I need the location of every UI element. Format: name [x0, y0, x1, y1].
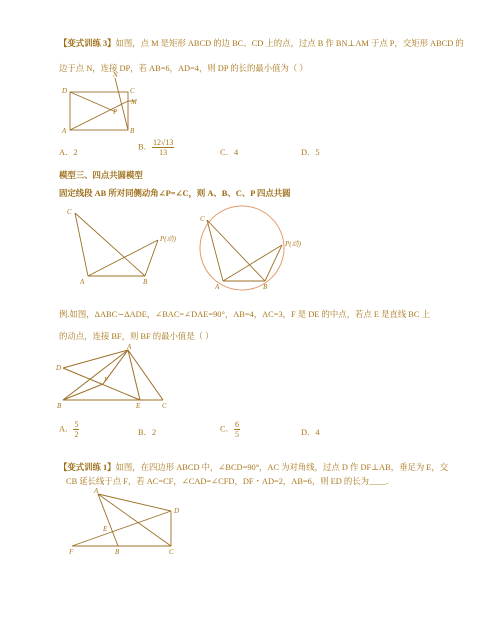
label-f-q2: F	[69, 548, 74, 556]
option-b[interactable]	[138, 138, 174, 157]
question-body: 如图，点 M 是矩形 ABCD 的边 BC、CD 上的点，过点 B 作 BN⊥AM 于点 P，交矩形 ABCD 的	[115, 39, 464, 48]
section-subtitle: 固定线段 AB 所对同侧动角∠P=∠C，则 A、B、C、P 四点共圆	[59, 189, 291, 198]
option-a[interactable]: A．2	[59, 148, 78, 157]
segment-ca2	[207, 220, 223, 281]
segment-ba	[63, 350, 128, 400]
example-text-line-2: 的动点，连接 BF，则 BF 的最小值是（ ）	[59, 332, 214, 341]
question2-text-line-1	[59, 462, 448, 473]
example-option-b[interactable]: B．2	[138, 428, 157, 437]
circumcircle	[200, 206, 284, 290]
segment-cb	[75, 213, 145, 276]
question2-body-2: CB 延长线于点 F，若 AC=CF，∠CAD=∠CFD，DF・AD=2，AB=6，则 ED 的长为	[66, 477, 370, 486]
label-e-ex: E	[136, 402, 141, 410]
label-c-right: C	[200, 215, 205, 223]
label-e-q2: E	[103, 525, 108, 533]
segment-ad	[98, 494, 171, 511]
question2-body: 如图，在四边形 ABCD 中，∠BCD=90°，AC 为对角线，过点 D 作 DF⊥AB，垂足为 E，交	[115, 463, 449, 472]
segment-ad	[63, 350, 128, 368]
segment-am	[70, 101, 128, 130]
label-n: N	[113, 71, 118, 79]
option-d[interactable]: D．5	[301, 148, 320, 157]
question2-text-line-2	[66, 476, 394, 487]
label-b-q2: B	[115, 548, 120, 556]
label-c: C	[130, 87, 135, 95]
figure-four-points-circle	[200, 206, 284, 290]
option-b-fraction: $\frac{12√13}{13}$	[152, 138, 174, 157]
example-option-d[interactable]: D．4	[301, 428, 320, 437]
label-m: M	[131, 98, 137, 106]
example-option-c-prefix: C．	[220, 424, 234, 434]
figure-rectangle	[70, 78, 135, 130]
segment-bf	[63, 384, 103, 400]
label-b-left: B	[143, 278, 148, 286]
label-d-q2: D	[174, 507, 180, 515]
answer-blank[interactable]: ____．	[369, 477, 395, 486]
rectangle-abcd	[70, 92, 128, 130]
example-option-a[interactable]	[59, 420, 79, 439]
figure-example	[63, 350, 163, 400]
segment-ae	[128, 350, 140, 400]
label-d: D	[62, 87, 68, 95]
question2-tag: 【变式训练 1】	[59, 463, 116, 472]
label-a-left: A	[80, 278, 85, 286]
label-b: B	[130, 127, 135, 135]
label-p-left: P(动)	[160, 235, 176, 243]
segment-ac	[98, 494, 171, 546]
label-d-ex: D	[56, 364, 62, 372]
label-a-right: A	[215, 283, 220, 291]
label-a-q2: A	[94, 487, 99, 495]
segment-cb2	[207, 220, 265, 281]
segment-ap	[88, 240, 158, 276]
label-b-ex: B	[57, 402, 62, 410]
figure-quadrilateral	[72, 494, 171, 546]
label-c-q2: C	[169, 548, 174, 556]
figure-four-points-left	[75, 213, 158, 276]
segment-dp	[70, 92, 116, 112]
segment-ab	[98, 494, 118, 546]
option-b-prefix: B．	[138, 142, 152, 152]
example-option-c-fraction: $\frac{6}{5}$	[234, 420, 239, 439]
example-option-a-fraction: $\frac{5}{2}$	[74, 420, 79, 439]
segment-fd	[72, 511, 171, 546]
segment-ac	[128, 350, 163, 400]
example-option-a-prefix: A．	[59, 424, 74, 434]
example-text-line-1: 例.如图，ΔABC∼ΔADE，∠BAC=∠DAE=90°，AB=4，AC=3，F 是 DE 的中点，若点 E 是直线 BC 上	[59, 310, 430, 319]
label-c-left: C	[67, 208, 72, 216]
label-a-ex: A	[127, 343, 132, 351]
option-c[interactable]: C．4	[220, 148, 239, 157]
question-tag: 【变式训练 3】	[59, 39, 116, 48]
label-a: A	[62, 127, 67, 135]
label-f-ex: F	[104, 376, 109, 384]
example-option-c[interactable]	[220, 420, 240, 439]
label-p-right: P(动)	[285, 240, 301, 248]
label-p: P	[113, 108, 118, 116]
label-c-ex: C	[162, 402, 167, 410]
question-text-line-2: 边于点 N，连接 DP，若 AB=6，AD=4，则 DP 的长的最小值为（ ）	[59, 64, 308, 73]
segment-bn	[115, 78, 128, 130]
section-title: 模型三、四点共圆模型	[59, 171, 143, 180]
label-b-right: B	[263, 283, 268, 291]
